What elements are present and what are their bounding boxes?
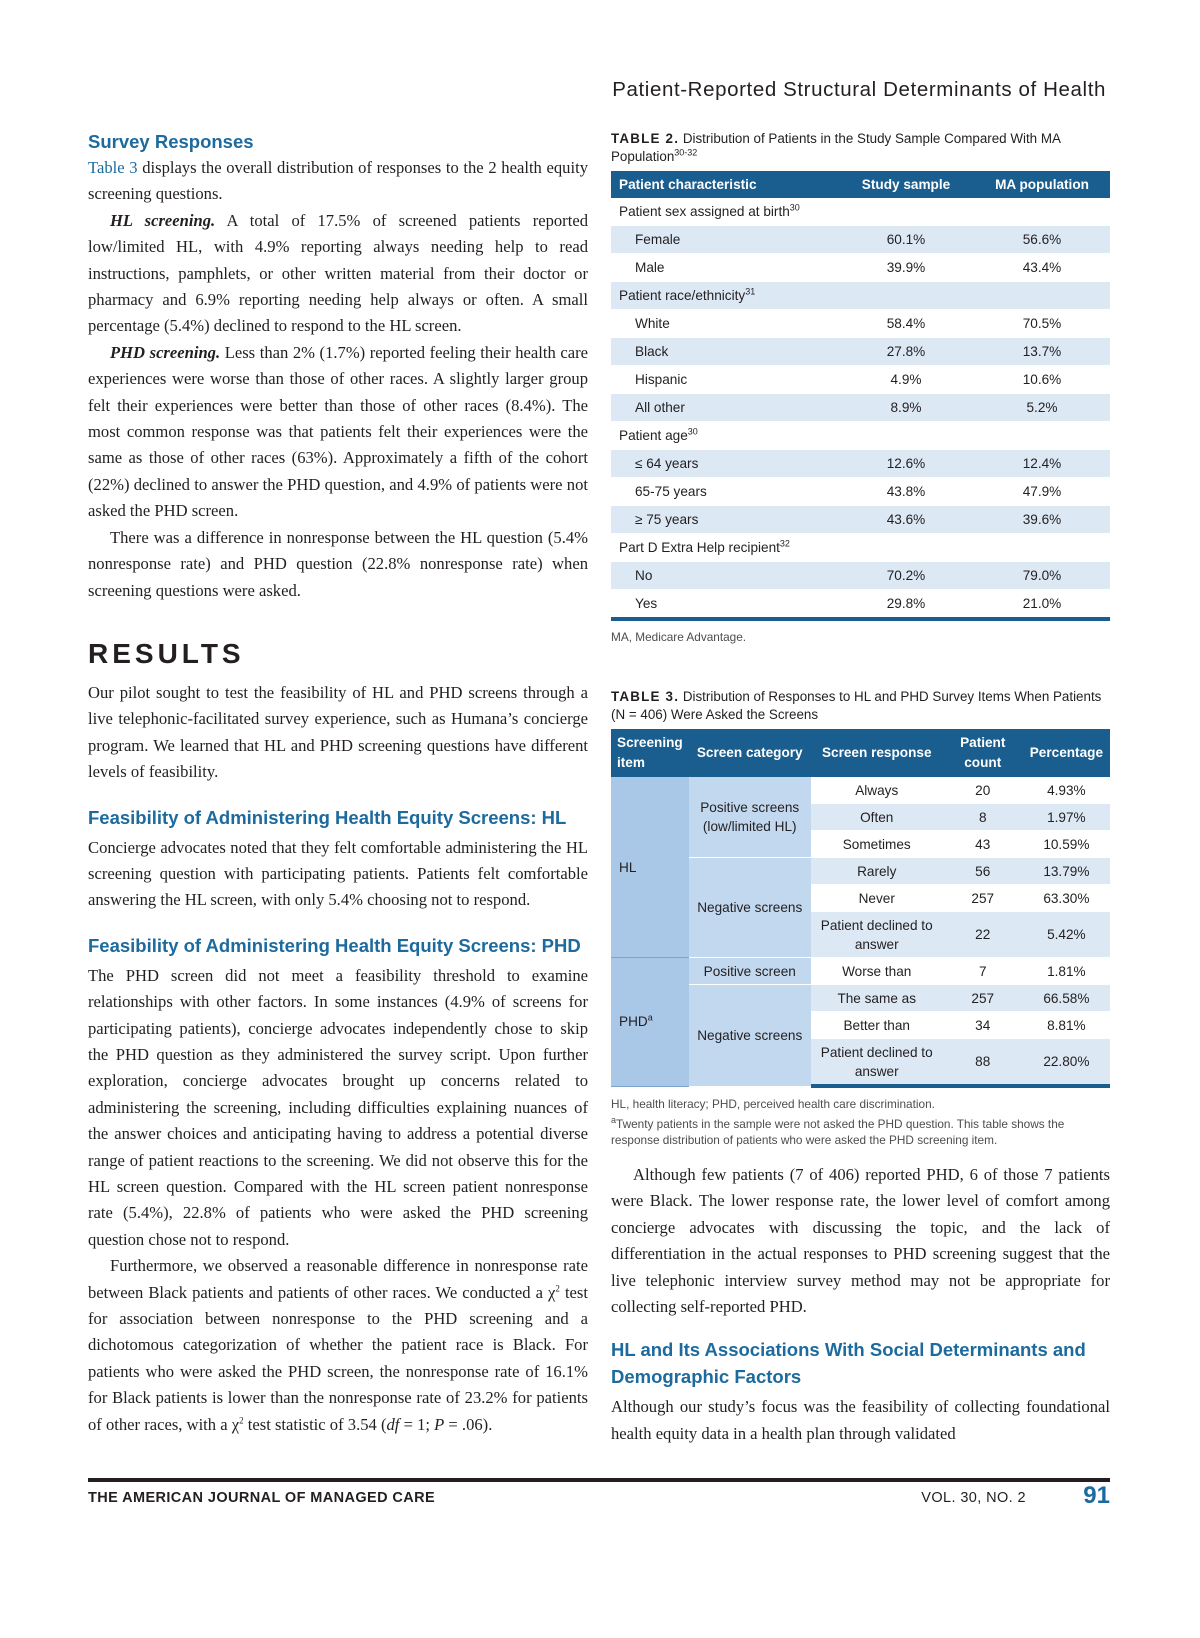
t3-count: 8 <box>943 804 1023 831</box>
hl-screening-label: HL screening. <box>110 210 216 230</box>
t2-row-label: Female <box>611 226 838 254</box>
table-3-header-row <box>611 729 1110 777</box>
table-row <box>611 282 1110 310</box>
t2-row-label: Hispanic <box>611 366 838 394</box>
t2-row-label: 65-75 years <box>611 478 838 506</box>
table-row <box>611 590 1110 620</box>
t2-row-label: ≥ 75 years <box>611 506 838 534</box>
chi-text-2: test for association between nonresponse to the PHD screening and a dichotomous categorization of whether the patient race is Black. For patients who were asked the PHD screen, the nonresponse rate of 16.1% for Black patients is lower than the nonresponse rate of 23.2% for patients of other races, with a χ <box>88 1282 588 1434</box>
nonresponse-paragraph: There was a difference in nonresponse between the HL question (5.4% nonresponse rate) and PHD question (22.8% nonresponse rate) when screening questions were asked. <box>88 527 588 600</box>
feasibility-hl-paragraph: Concierge advocates noted that they felt comfortable administering the HL screening question with participating patients. Patients felt comfortable answering the HL screen, with only 5.4% choosing not to respond. <box>88 837 588 910</box>
t2-row-label: All other <box>611 394 838 422</box>
t2-study <box>838 422 974 450</box>
table-2-block <box>611 130 1110 645</box>
hl-associations-heading: HL and Its Associations With Social Determinants and Demographic Factors <box>611 1339 1086 1388</box>
t3-count: 56 <box>943 858 1023 885</box>
feasibility-phd-paragraph: The PHD screen did not meet a feasibility threshold to examine relationships with other factors. In some instances (4.9% of screens for participating patients), concierge advocates independently chose to skip the PHD question as they administered the survey script. Upon further exploration, concierge advocates brought up concerns related to administering the screening, including difficulties explaining nuances of the answer choices and anticipating having to address a potential diverse range of patient reactions to the screening. We did not observe this for the HL screen question. Compared with the HL screen patient nonresponse rate (5.4%), 22.8% of patients who were asked the PHD screening question chose not to respond. <box>88 965 588 1249</box>
t3-response: Patient declined to answer <box>811 1039 943 1087</box>
t2-header-study: Study sample <box>838 171 974 198</box>
chi-text-5: = .06). <box>444 1414 493 1434</box>
table-3-link[interactable]: Table 3 <box>88 158 138 177</box>
t2-ma <box>974 534 1110 562</box>
t3-item-phd: PHD$^a$ <box>611 958 689 1087</box>
table-row <box>611 310 1110 338</box>
t3-percentage: 1.81% <box>1023 958 1110 985</box>
t3-response: Never <box>811 885 943 912</box>
phd-screening-label: PHD screening. <box>110 342 221 362</box>
t3-cat-hl-negative: Negative screens <box>689 858 811 958</box>
table-row <box>611 777 1110 804</box>
t3-response: Always <box>811 777 943 804</box>
t2-study: 27.8% <box>838 338 974 366</box>
table-2-caption <box>611 130 1110 166</box>
t2-ma <box>974 282 1110 310</box>
right-text-block <box>611 1162 1110 1447</box>
t3-count: 34 <box>943 1012 1023 1039</box>
t3-response: Better than <box>811 1012 943 1039</box>
feasibility-phd-heading: Feasibility of Administering Health Equity Screens: PHD <box>88 934 581 956</box>
chi-square-paragraph <box>88 1253 588 1438</box>
t2-row-label: Patient race/ethnicity$^{31}$ <box>611 282 838 310</box>
t3-response: Rarely <box>811 858 943 885</box>
t2-ma: 39.6% <box>974 506 1110 534</box>
t2-ma: 21.0% <box>974 590 1110 620</box>
table-row <box>611 394 1110 422</box>
phd-screening-text: Less than 2% (1.7%) reported feeling their health care experiences were worse than those of other races. A slightly larger group felt their experiences were better than those of other races (8.4%). The most common response was that patients felt their experiences were the same as those of other races (63%). Approximately a fifth of the cohort (22%) declined to answer the PHD question, and 4.9% of patients were not asked the PHD screen. <box>88 342 588 521</box>
table-3-caption <box>611 688 1110 724</box>
t2-study <box>838 198 974 226</box>
t3-count: 20 <box>943 777 1023 804</box>
survey-paragraph-text: displays the overall distribution of responses to the 2 health equity screening questions. <box>88 158 588 204</box>
t3-percentage: 10.59% <box>1023 831 1110 858</box>
page-number: 91 <box>1083 1482 1110 1509</box>
table-3-note-footnote: $^a$Twenty patients in the sample were not asked the PHD question. This table shows the response distribution of patients who were asked the PHD screening item. <box>611 1115 1065 1147</box>
t2-ma: 5.2% <box>974 394 1110 422</box>
t2-study: 58.4% <box>838 310 974 338</box>
t3-count: 43 <box>943 831 1023 858</box>
table-row <box>611 958 1110 985</box>
table-row <box>611 478 1110 506</box>
t2-study: 29.8% <box>838 590 974 620</box>
feasibility-hl-heading: Feasibility of Administering Health Equity Screens: HL <box>88 806 567 828</box>
table-3-note-abbrev: HL, health literacy; PHD, perceived health care discrimination. <box>611 1097 935 1111</box>
t3-count: 22 <box>943 912 1023 958</box>
t2-study: 43.8% <box>838 478 974 506</box>
t2-ma: 70.5% <box>974 310 1110 338</box>
hl-associations-paragraph: Although our study’s focus was the feasibility of collecting foundational health equity data in a health plan through validated <box>611 1397 1110 1443</box>
table-row <box>611 506 1110 534</box>
t3-count: 88 <box>943 1039 1023 1087</box>
t3-percentage: 4.93% <box>1023 777 1110 804</box>
table-row <box>611 198 1110 226</box>
t2-ma: 56.6% <box>974 226 1110 254</box>
t2-row-label: Patient age$^{30}$ <box>611 422 838 450</box>
t2-study: 12.6% <box>838 450 974 478</box>
hl-screening-text: A total of 17.5% of screened patients reported low/limited HL, with 4.9% reporting always needing help to read instructions, pamphlets, or other written material from their doctor or pharmacy and 6.9% reporting needing help always or often. A small percentage (5.4%) declined to respond to the HL screen. <box>88 210 588 336</box>
volume-issue: VOL. 30, NO. 2 <box>921 1490 1026 1506</box>
table-3-label: TABLE 3. <box>611 689 680 704</box>
table-2-note: MA, Medicare Advantage. <box>611 630 747 644</box>
table-3-caption-text: Distribution of Responses to HL and PHD Survey Items When Patients (N = 406) Were Asked the Screens <box>611 689 1102 722</box>
t2-ma: 10.6% <box>974 366 1110 394</box>
t2-ma: 43.4% <box>974 254 1110 282</box>
t3-percentage: 1.97% <box>1023 804 1110 831</box>
t3-count: 7 <box>943 958 1023 985</box>
t3-percentage: 13.79% <box>1023 858 1110 885</box>
phd-screening-paragraph <box>88 340 588 525</box>
t3-response: The same as <box>811 985 943 1012</box>
t2-row-label: White <box>611 310 838 338</box>
t3-cat-hl-positive: Positive screens (low/limited HL) <box>689 777 811 858</box>
survey-paragraph <box>88 155 588 208</box>
t2-study: 60.1% <box>838 226 974 254</box>
chi-p: P <box>434 1414 445 1434</box>
t2-study <box>838 282 974 310</box>
t3-response: Patient declined to answer <box>811 912 943 958</box>
t2-row-label: ≤ 64 years <box>611 450 838 478</box>
results-paragraph: Our pilot sought to test the feasibility of HL and PHD screens through a live telephonic-facilitated survey experience, such as Humana’s concierge program. We learned that HL and PHD screening questions have different levels of feasibility. <box>88 682 588 782</box>
table-row <box>611 422 1110 450</box>
t2-study: 8.9% <box>838 394 974 422</box>
table-2-label: TABLE 2. <box>611 131 680 146</box>
table-row <box>611 254 1110 282</box>
t3-header-percentage: Percentage <box>1023 729 1110 777</box>
chi-text-4: = 1; <box>399 1414 435 1434</box>
table-row <box>611 562 1110 590</box>
t2-row-label: Yes <box>611 590 838 620</box>
t3-header-item: Screening item <box>611 729 689 777</box>
table-row <box>611 226 1110 254</box>
t2-row-label: Black <box>611 338 838 366</box>
hl-screening-paragraph <box>88 208 588 340</box>
t2-header-characteristic: Patient characteristic <box>611 171 838 198</box>
t2-row-label: Part D Extra Help recipient$^{32}$ <box>611 534 838 562</box>
left-column <box>88 128 588 1438</box>
table-row <box>611 450 1110 478</box>
t3-item-hl: HL <box>611 777 689 958</box>
journal-name: THE AMERICAN JOURNAL OF MANAGED CARE <box>88 1490 436 1506</box>
t2-study: 4.9% <box>838 366 974 394</box>
t2-ma: 13.7% <box>974 338 1110 366</box>
t3-cat-phd-positive: Positive screen <box>689 958 811 985</box>
table-2 <box>611 171 1110 621</box>
t3-header-category: Screen category <box>689 729 811 777</box>
t3-response: Often <box>811 804 943 831</box>
table-3-block <box>611 688 1110 1148</box>
t3-percentage: 8.81% <box>1023 1012 1110 1039</box>
running-head: Patient-Reported Structural Determinants of Health <box>612 78 1106 101</box>
results-heading: RESULTS <box>88 637 245 669</box>
chi-text-3: test statistic of 3.54 ( <box>243 1414 387 1434</box>
t3-header-response: Screen response <box>811 729 943 777</box>
t2-study: 39.9% <box>838 254 974 282</box>
t3-count: 257 <box>943 885 1023 912</box>
table-row <box>611 534 1110 562</box>
table-2-caption-sup: 30-32 <box>674 147 698 158</box>
t3-cat-phd-negative: Negative screens <box>689 985 811 1087</box>
chi-sup-1: 2 <box>555 1283 560 1294</box>
t3-percentage: 63.30% <box>1023 885 1110 912</box>
chi-sup-2: 2 <box>239 1415 244 1426</box>
table-row <box>611 338 1110 366</box>
t2-row-label: Male <box>611 254 838 282</box>
t3-percentage: 22.80% <box>1023 1039 1110 1087</box>
t2-ma: 79.0% <box>974 562 1110 590</box>
t2-ma <box>974 422 1110 450</box>
phd-summary-paragraph: Although few patients (7 of 406) reported PHD, 6 of those 7 patients were Black. The lower response rate, the lower level of comfort among concierge advocates with discussing the topic, and the lack of differentiation in the actual responses to PHD screening suggest that the live telephonic interview survey method may not be appropriate for collecting self-reported PHD. <box>611 1165 1110 1317</box>
chi-df: df <box>386 1414 400 1434</box>
t2-study: 70.2% <box>838 562 974 590</box>
t2-study <box>838 534 974 562</box>
t2-header-ma: MA population <box>974 171 1110 198</box>
t2-row-label: Patient sex assigned at birth$^{30}$ <box>611 198 838 226</box>
t2-ma: 12.4% <box>974 450 1110 478</box>
survey-responses-heading: Survey Responses <box>88 131 254 152</box>
t2-row-label: No <box>611 562 838 590</box>
t2-study: 43.6% <box>838 506 974 534</box>
table-2-header-row <box>611 171 1110 198</box>
t3-percentage: 5.42% <box>1023 912 1110 958</box>
table-2-caption-text: Distribution of Patients in the Study Sample Compared With MA Population <box>611 131 1061 164</box>
t3-header-count: Patient count <box>943 729 1023 777</box>
t3-count: 257 <box>943 985 1023 1012</box>
t2-ma <box>974 198 1110 226</box>
chi-text-1: Furthermore, we observed a reasonable difference in nonresponse rate between Black patients and patients of other races. We conducted a χ <box>88 1256 588 1302</box>
table-row <box>611 366 1110 394</box>
t3-percentage: 66.58% <box>1023 985 1110 1012</box>
t2-ma: 47.9% <box>974 478 1110 506</box>
t3-response: Worse than <box>811 958 943 985</box>
t3-response: Sometimes <box>811 831 943 858</box>
footer-rule <box>88 1478 1110 1482</box>
table-3 <box>611 729 1110 1088</box>
